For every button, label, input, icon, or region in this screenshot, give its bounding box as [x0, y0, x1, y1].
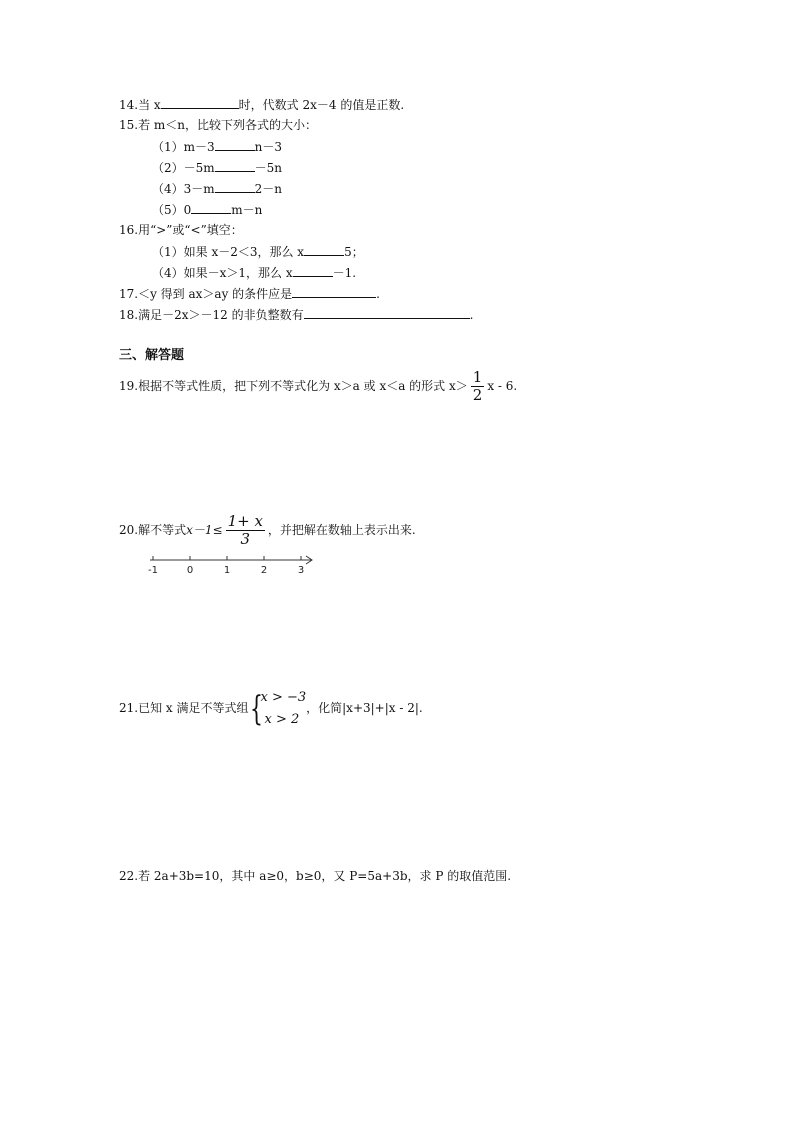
q21-prefix: 21.已知 x 满足不等式组	[119, 701, 249, 715]
section-heading-answers: 三、解答题	[119, 348, 185, 363]
q19-fraction	[471, 369, 485, 404]
number-line-tick-label: -1	[148, 565, 158, 576]
q16-1-suffix: 5；	[344, 245, 364, 259]
number-line-tick-label: 3	[297, 565, 305, 576]
question-15-item-4	[152, 180, 282, 197]
q21-inequality-system	[250, 687, 306, 731]
q18-prefix: 18.满足－2x＞－12 的非负整数有	[119, 308, 304, 322]
q20-prefix: 20.解不等式	[119, 523, 187, 537]
question-20	[119, 512, 416, 548]
q15-5-answer-blank[interactable]	[191, 201, 231, 214]
question-15-item-1	[152, 138, 282, 155]
q15-2-prefix: （2）－5m	[152, 161, 215, 175]
q20-fraction	[226, 513, 265, 548]
question-15-item-2	[152, 159, 282, 176]
question-19	[119, 368, 517, 404]
question-17	[119, 285, 380, 302]
q16-1-prefix: （1）如果 x－2＜3，那么 x	[152, 245, 305, 259]
number-line-tick-label: 2	[260, 565, 268, 576]
question-21	[119, 686, 423, 731]
q20-suffix: ，并把解在数轴上表示出来.	[267, 523, 416, 537]
q16-4-prefix: （4）如果－x＞1，那么 x	[152, 266, 293, 280]
q19-suffix: x - 6.	[487, 379, 518, 393]
q20-fraction-denominator: 3	[240, 530, 250, 548]
q19-prefix: 19.根据不等式性质，把下列不等式化为 x＞a 或 x＜a 的形式 x＞	[119, 379, 468, 393]
q14-suffix: 时，代数式 2x－4 的值是正数.	[238, 98, 405, 112]
q15-1-answer-blank[interactable]	[215, 138, 255, 151]
q21-system-row-2: x > 2	[264, 711, 300, 727]
q16-4-answer-blank[interactable]	[293, 264, 333, 277]
q21-suffix: ，化简|x+3|+|x - 2|.	[306, 701, 423, 715]
q15-1-suffix: n－3	[254, 140, 283, 154]
q14-answer-blank[interactable]	[161, 96, 239, 109]
q15-1-prefix: （1）m－3	[152, 140, 215, 154]
q16-1-answer-blank[interactable]	[304, 243, 344, 256]
q15-4-suffix: 2－n	[254, 182, 283, 196]
q15-2-suffix: －5n	[254, 161, 283, 175]
question-16-item-4	[152, 264, 356, 281]
number-line-tick-label: 1	[223, 565, 231, 576]
number-line-tick-label: 0	[186, 565, 194, 576]
q14-prefix: 14.当 x	[119, 98, 161, 112]
question-16-item-1	[152, 243, 364, 260]
number-line	[140, 553, 320, 577]
q17-suffix: .	[376, 287, 380, 301]
question-22: 22.若 2a+3b=10，其中 a≥0，b≥0，又 P=5a+3b，求 P 的取值范围.	[119, 869, 512, 883]
q17-prefix: 17.＜y 得到 ax＞ay 的条件应是	[119, 287, 293, 301]
q20-fraction-numerator: 1+ x	[227, 512, 263, 530]
q15-5-prefix: （5）0	[152, 203, 192, 217]
brace-icon: {	[250, 688, 264, 729]
q19-fraction-denominator: 2	[472, 386, 483, 404]
q19-fraction-numerator: 1	[472, 368, 483, 386]
q21-system-row-1: x > −3	[260, 689, 307, 705]
q18-suffix: .	[469, 308, 474, 322]
q15-5-suffix: m－n	[231, 203, 263, 217]
question-15-item-5	[152, 201, 262, 218]
q18-answer-blank[interactable]	[304, 306, 470, 319]
q15-4-answer-blank[interactable]	[215, 180, 255, 193]
question-14	[119, 96, 404, 113]
q15-4-prefix: （4）3－m	[152, 182, 215, 196]
question-18	[119, 306, 473, 323]
q15-2-answer-blank[interactable]	[215, 159, 255, 172]
q17-answer-blank[interactable]	[292, 285, 376, 298]
q16-4-suffix: －1.	[332, 266, 357, 280]
q20-inequality-lhs: x－1≤	[186, 523, 223, 537]
question-16-title: 16.用“>”或“<”填空：	[119, 223, 243, 237]
question-15-title: 15.若 m＜n，比较下列各式的大小：	[119, 118, 318, 132]
